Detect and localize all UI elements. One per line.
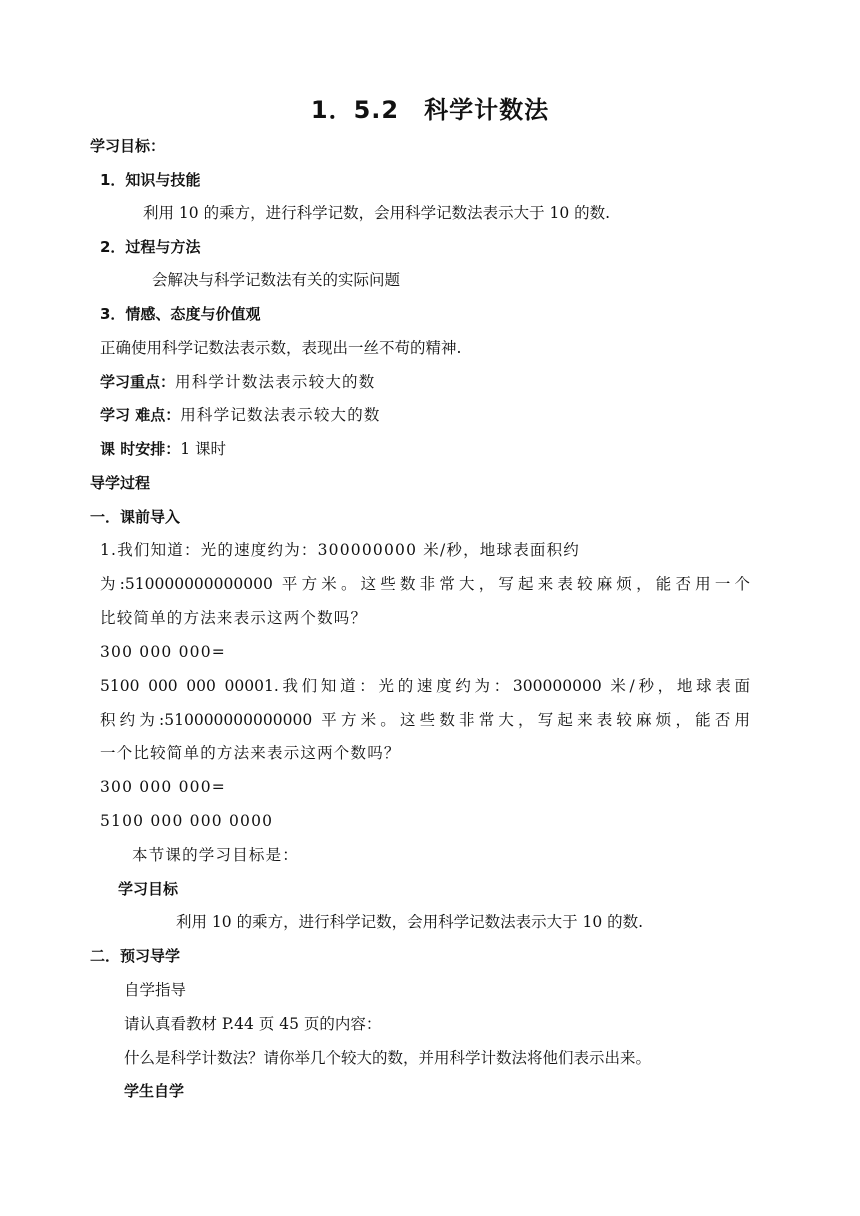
attitude-values-text: 正确使用科学记数法表示数，表现出一丝不苟的精神. [100,339,462,357]
goal-intro: 本节课的学习目标是： [132,846,300,864]
paragraph2-line2: 积约为:510000000000000 平方米。这些数非常大，写起来表较麻烦，能否用 [100,711,750,729]
paragraph2-line3: 一个比较简单的方法来表示这两个数吗？ [100,744,401,762]
section2-heading: 二．预习导学 [90,947,181,965]
section1-heading: 一．课前导入 [90,508,181,526]
hours-label: 课 时安排： [100,440,181,458]
question-text: 什么是科学计数法？请你举几个较大的数，并用科学计数法将他们表示出来。 [124,1049,652,1067]
equation-1: 300 000 000= [100,643,226,661]
reading-instruction: 请认真看教材 P.44 页 45 页的内容： [124,1015,382,1033]
difficulty-line [100,405,381,425]
hours-text: 1 课时 [180,440,227,458]
goal-text: 利用 10 的乘方，进行科学记数，会用科学记数法表示大于 10 的数. [176,913,644,931]
equation-3: 5100 000 000 0000 [100,812,274,830]
focus-line [100,372,375,392]
goal-heading: 学习目标 [118,880,179,898]
equation-2: 300 000 000= [100,778,226,796]
process-methods-heading: 2．过程与方法 [100,238,201,256]
page-title: 1．5.2 科学计数法 [310,96,550,124]
process-methods-text: 会解决与科学记数法有关的实际问题 [152,271,401,289]
attitude-values-heading: 3．情感、态度与价值观 [100,305,261,323]
knowledge-skills-text: 利用 10 的乘方，进行科学记数，会用科学记数法表示大于 10 的数. [143,204,611,222]
focus-label: 学习重点： [100,373,176,391]
objectives-heading: 学习目标： [90,137,166,155]
self-guide: 自学指导 [124,981,187,999]
knowledge-skills-heading: 1．知识与技能 [100,171,201,189]
process-heading: 导学过程 [90,474,151,492]
paragraph1-line3: 比较简单的方法来表示这两个数吗？ [100,609,368,627]
difficulty-label: 学习 难点： [100,406,181,424]
paragraph1-line1: 1.我们知道：光的速度约为：300000000 米/秒，地球表面积约 [100,541,580,559]
hours-line [100,439,226,459]
paragraph1-line2: 为:510000000000000 平方米。这些数非常大，写起来表较麻烦，能否用一个 [100,575,750,593]
self-study-heading: 学生自学 [124,1082,185,1100]
focus-text: 用科学计数法表示较大的数 [175,373,376,391]
paragraph2-line1: 5100 000 000 00001.我们知道：光的速度约为：300000000 米/秒，地球表面 [100,677,750,695]
difficulty-text: 用科学记数法表示较大的数 [180,406,381,424]
